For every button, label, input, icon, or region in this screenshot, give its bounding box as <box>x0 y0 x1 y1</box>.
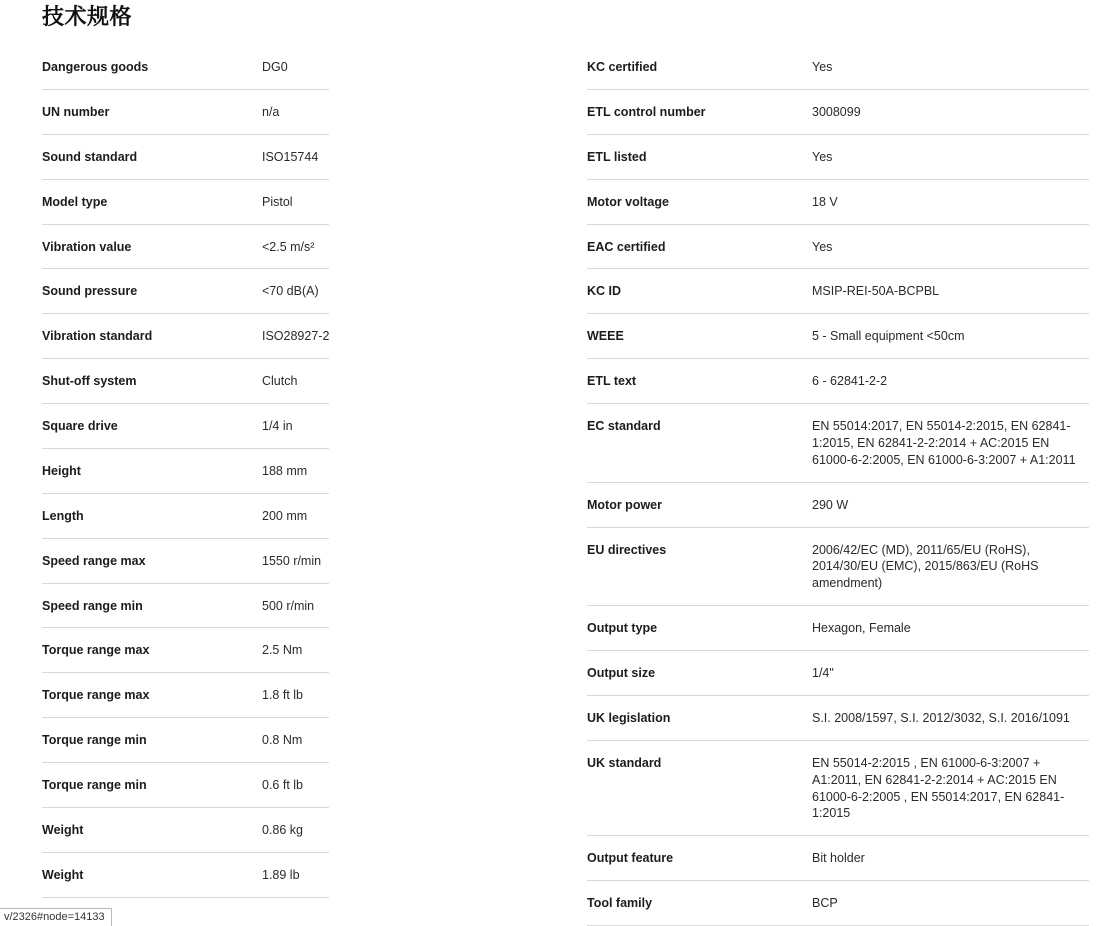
spec-value: Yes <box>812 239 833 254</box>
spec-row <box>42 314 329 359</box>
spec-row <box>587 527 1089 606</box>
spec-label: ETL listed <box>587 149 647 164</box>
spec-row <box>587 89 1089 134</box>
spec-row <box>42 493 329 538</box>
spec-row <box>42 628 329 673</box>
spec-row <box>42 718 329 763</box>
spec-label: Motor voltage <box>587 194 669 209</box>
spec-label: Torque range min <box>42 778 147 792</box>
spec-row <box>42 45 329 89</box>
spec-value: <70 dB(A) <box>262 284 319 299</box>
spec-label: Square drive <box>42 419 118 433</box>
spec-row <box>42 583 329 628</box>
spec-value: 2.5 Nm <box>262 643 303 658</box>
spec-label: Height <box>42 463 81 478</box>
spec-label: Vibration standard <box>42 329 153 344</box>
spec-row <box>587 404 1089 483</box>
spec-value: 18 V <box>812 194 838 209</box>
spec-table-right <box>587 45 1089 926</box>
spec-value: Hexagon, Female <box>812 621 911 636</box>
spec-value: 188 mm <box>262 463 308 478</box>
spec-label: Torque range max <box>42 643 150 658</box>
spec-label: Sound standard <box>42 149 138 164</box>
spec-label: EC standard <box>587 419 661 433</box>
spec-value: 200 mm <box>262 508 308 523</box>
spec-value: 2006/42/EC (MD), 2011/65/EU (RoHS), 2014/30/EU (EMC), 2015/863/EU (RoHS amendment) <box>812 542 1039 591</box>
spec-column-left <box>0 45 557 898</box>
spec-row <box>587 134 1089 179</box>
spec-row <box>42 404 329 449</box>
spec-value: 5 - Small equipment <50cm <box>812 329 965 344</box>
spec-value: 290 W <box>812 497 849 512</box>
spec-label: UK legislation <box>587 710 671 725</box>
spec-row <box>587 881 1089 926</box>
spec-row <box>587 695 1089 740</box>
spec-label: Dangerous goods <box>42 60 149 74</box>
spec-row <box>42 269 329 314</box>
spec-label: UN number <box>42 104 110 119</box>
spec-row <box>42 134 329 179</box>
spec-label: KC certified <box>587 60 658 74</box>
spec-row <box>587 179 1089 224</box>
spec-row <box>587 359 1089 404</box>
spec-row <box>587 269 1089 314</box>
spec-row <box>42 224 329 269</box>
spec-column-right <box>557 45 1114 926</box>
spec-row <box>42 538 329 583</box>
page-title: 技术规格 <box>42 4 133 29</box>
spec-value: 500 r/min <box>262 598 315 613</box>
spec-label: WEEE <box>587 329 624 344</box>
spec-label: Output feature <box>587 851 674 866</box>
spec-value: Clutch <box>262 374 298 389</box>
spec-value: Pistol <box>262 194 293 209</box>
spec-value: 1/4" <box>812 666 834 680</box>
spec-label: KC ID <box>587 284 622 299</box>
spec-row <box>587 314 1089 359</box>
spec-label: Speed range max <box>42 553 146 568</box>
spec-value: Yes <box>812 149 833 164</box>
spec-label: Model type <box>42 194 108 209</box>
spec-label: Weight <box>42 867 84 882</box>
spec-row <box>42 807 329 852</box>
spec-label: Vibration value <box>42 239 132 254</box>
spec-value: <2.5 m/s² <box>262 239 315 254</box>
spec-value: 1.89 lb <box>262 867 300 882</box>
spec-columns <box>0 45 1114 926</box>
spec-value: ISO28927-2 <box>262 329 330 344</box>
spec-row <box>587 651 1089 696</box>
spec-row <box>587 836 1089 881</box>
spec-label: Torque range max <box>42 688 150 703</box>
spec-row <box>42 852 329 897</box>
spec-label: Output type <box>587 621 658 636</box>
spec-label: EU directives <box>587 542 667 557</box>
spec-row <box>42 763 329 808</box>
spec-label: Motor power <box>587 497 662 512</box>
spec-value: Yes <box>812 60 833 74</box>
spec-row <box>587 740 1089 836</box>
spec-value: 1/4 in <box>262 419 293 433</box>
spec-value: 1550 r/min <box>262 553 322 568</box>
spec-label: ETL control number <box>587 104 706 119</box>
spec-value: S.I. 2008/1597, S.I. 2012/3032, S.I. 2016/1091 <box>812 710 1070 725</box>
spec-label: Shut-off system <box>42 374 137 389</box>
spec-value: 0.6 ft lb <box>262 778 303 792</box>
spec-value: n/a <box>262 104 280 119</box>
spec-row <box>42 448 329 493</box>
spec-row <box>42 89 329 134</box>
spec-row <box>587 45 1089 89</box>
spec-value: Bit holder <box>812 851 865 866</box>
spec-value: BCP <box>812 896 838 911</box>
spec-row <box>587 224 1089 269</box>
spec-value: 6 - 62841-2-2 <box>812 374 888 389</box>
spec-label: Speed range min <box>42 598 143 613</box>
spec-label: Output size <box>587 666 656 680</box>
spec-label: Weight <box>42 822 84 837</box>
spec-row <box>42 673 329 718</box>
spec-value: DG0 <box>262 60 288 74</box>
spec-value: 0.86 kg <box>262 822 304 837</box>
spec-value: 1.8 ft lb <box>262 688 303 703</box>
spec-value: MSIP-REI-50A-BCPBL <box>812 284 940 299</box>
spec-row <box>42 359 329 404</box>
spec-label: ETL text <box>587 374 637 389</box>
spec-value: EN 55014-2:2015 , EN 61000-6-3:2007 + A1:2011, EN 62841-2-2:2014 + AC:2015 EN 61000-6-2:2005 , EN 55014:2017, EN 62841-1:2015 <box>812 755 1065 821</box>
spec-value: 0.8 Nm <box>262 733 303 748</box>
spec-label: Length <box>42 508 84 523</box>
spec-row <box>42 179 329 224</box>
spec-row <box>587 482 1089 527</box>
spec-label: UK standard <box>587 755 662 770</box>
spec-table-left <box>42 45 557 898</box>
spec-row <box>587 606 1089 651</box>
spec-label: Tool family <box>587 896 653 911</box>
spec-value: EN 55014:2017, EN 55014-2:2015, EN 62841-1:2015, EN 62841-2-2:2014 + AC:2015 EN 61000-6-2:2005, EN 61000-6-3:2007 + A1:2011 <box>812 419 1076 467</box>
status-bar-link-preview: v/2326#node=14133 <box>0 908 112 926</box>
spec-label: EAC certified <box>587 239 666 254</box>
spec-label: Torque range min <box>42 733 147 748</box>
spec-value: ISO15744 <box>262 149 319 164</box>
spec-label: Sound pressure <box>42 284 138 299</box>
spec-value: 3008099 <box>812 104 861 119</box>
